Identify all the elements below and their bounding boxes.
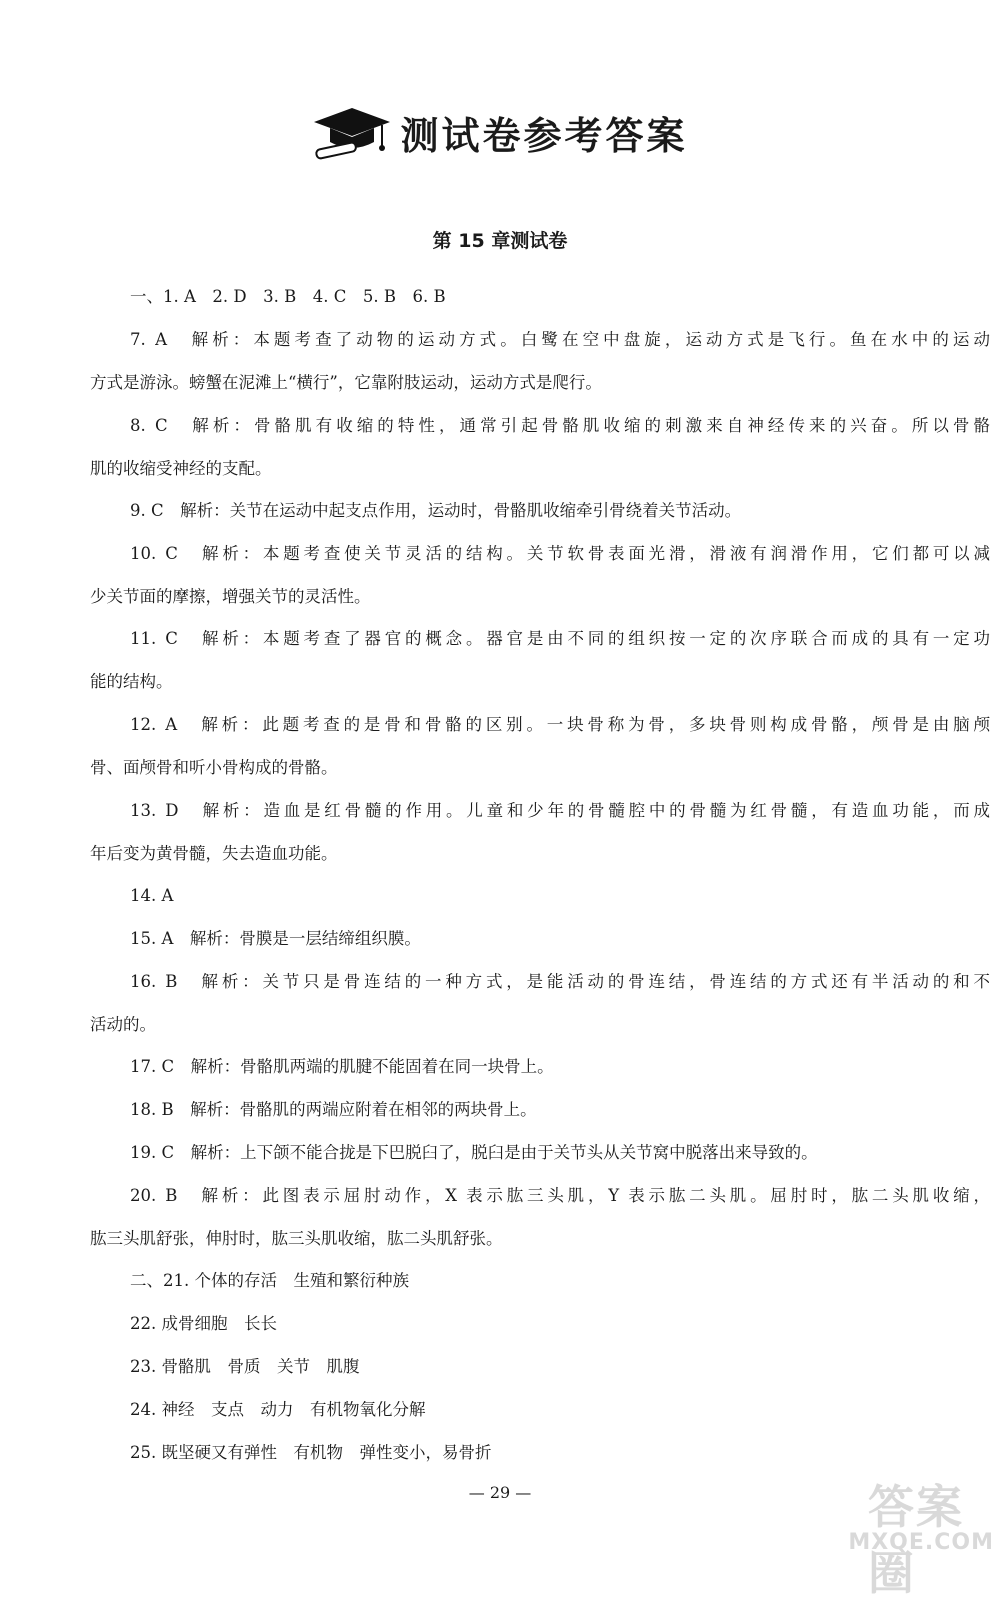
answer-q17: 17. C 解析：骨骼肌两端的肌腱不能固着在同一块骨上。 bbox=[130, 1057, 554, 1076]
answer-q19: 19. C 解析：上下颌不能合拢是下巴脱臼了，脱臼是由于关节头从关节窝中脱落出来导致的。 bbox=[130, 1143, 818, 1162]
page-header bbox=[0, 92, 1000, 172]
answer-q15: 15. A 解析：骨膜是一层结缔组织膜。 bbox=[130, 929, 421, 948]
answer-q16: 16. B 解析：关节只是骨连结的一种方式，是能活动的骨连结，骨连结的方式还有半活动的和不 活动的。 bbox=[90, 972, 990, 1034]
answer-q25: 25. 既坚硬又有弹性 有机物 弹性变小，易骨折 bbox=[130, 1443, 492, 1462]
answer-line-choice: 一、1. A 2. D 3. B 4. C 5. B 6. B bbox=[130, 287, 446, 306]
watermark-bottom-text: MXQE.COM bbox=[848, 1530, 994, 1555]
answer-q11: 11. C 解析：本题考查了器官的概念。器官是由不同的组织按一定的次序联合而成的具有一定功 能的结构。 bbox=[90, 629, 990, 691]
answer-q9: 9. C 解析：关节在运动中起支点作用，运动时，骨骼肌收缩牵引骨绕着关节活动。 bbox=[130, 501, 742, 520]
answer-q24: 24. 神经 支点 动力 有机物氧化分解 bbox=[130, 1400, 426, 1419]
answer-q10: 10. C 解析：本题考查使关节灵活的结构。关节软骨表面光滑，滑液有润滑作用，它们都可以减 少关节面的摩擦，增强关节的灵活性。 bbox=[90, 544, 990, 606]
answer-q21: 二、21. 个体的存活 生殖和繁衍种族 bbox=[130, 1271, 409, 1290]
watermark-top-text: 答案圈 bbox=[868, 1480, 964, 1600]
answer-q12: 12. A 解析：此题考查的是骨和骨骼的区别。一块骨称为骨，多块骨则构成骨骼，颅骨是由脑颅 骨、面颅骨和听小骨构成的骨骼。 bbox=[90, 715, 990, 777]
answer-q20: 20. B 解析：此图表示屈肘动作，X 表示肱三头肌，Y 表示肱二头肌。屈肘时，肱二头肌收缩， 肱三头肌舒张，伸肘时，肱三头肌收缩，肱二头肌舒张。 bbox=[90, 1186, 990, 1248]
answer-q23: 23. 骨骼肌 骨质 关节 肌腹 bbox=[130, 1357, 360, 1376]
chapter-title: 第 15 章测试卷 bbox=[432, 230, 568, 252]
page-number: — 29 — bbox=[468, 1483, 532, 1502]
answer-q14: 14. A bbox=[130, 886, 174, 905]
answer-q8: 8. C 解析：骨骼肌有收缩的特性，通常引起骨骼肌收缩的刺激来自神经传来的兴奋。所以骨骼 肌的收缩受神经的支配。 bbox=[90, 416, 990, 478]
answer-q18: 18. B 解析：骨骼肌的两端应附着在相邻的两块骨上。 bbox=[130, 1100, 537, 1119]
page-title: 测试卷参考答案 bbox=[400, 113, 688, 158]
graduation-cap-icon bbox=[312, 102, 392, 162]
watermark-logo bbox=[848, 1471, 996, 1600]
answer-q7: 7. A 解析：本题考查了动物的运动方式。白鹭在空中盘旋，运动方式是飞行。鱼在水中的运动 方式是游泳。螃蟹在泥滩上“横行”，它靠附肢运动，运动方式是爬行。 bbox=[90, 330, 990, 392]
answer-q22: 22. 成骨细胞 长长 bbox=[130, 1314, 277, 1333]
answer-q13: 13. D 解析：造血是红骨髓的作用。儿童和少年的骨髓腔中的骨髓为红骨髓，有造血功能，而成 年后变为黄骨髓，失去造血功能。 bbox=[90, 801, 990, 863]
